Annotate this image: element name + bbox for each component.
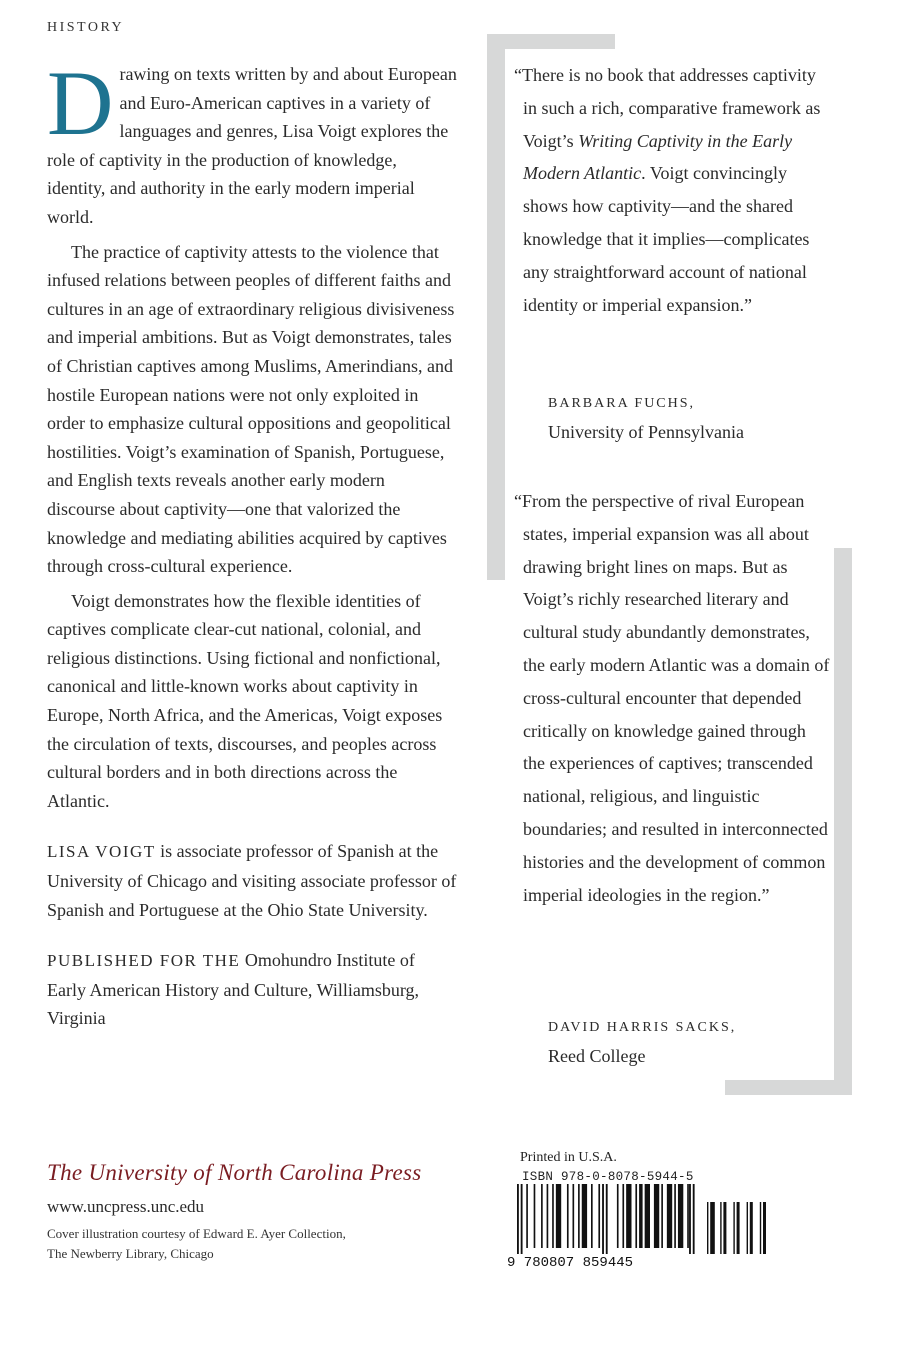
published-for: [47, 946, 457, 1033]
printed-in-label: Printed in U.S.A.: [520, 1150, 617, 1165]
barcode-bar: [645, 1184, 650, 1248]
isbn-text: ISBN 978-0-8078-5944-5: [522, 1170, 694, 1184]
isbn-barcode: [505, 1184, 790, 1270]
barcode-bar: [661, 1184, 663, 1248]
barcode-bar: [639, 1184, 643, 1248]
barcode-bar: [547, 1184, 549, 1248]
addon-bar: [710, 1202, 715, 1254]
description-paragraph-3: Voigt demonstrates how the flexible identities of captives complicate clear-cut national, colonial, and religious distinctions. Using fictional and nonfictional, canonical and little-known works about captivity in Europe, North Africa, and the Americas, Voigt exposes the circulation of texts, discourses, and peoples across cultural borders and in both directions across the Atlantic.: [47, 590, 443, 811]
addon-bar: [707, 1202, 708, 1254]
quote2-bracket-side: [834, 548, 852, 1095]
author-name: LISA VOIGT: [47, 842, 156, 862]
barcode-bar: [667, 1184, 672, 1248]
barcode-bar: [626, 1184, 631, 1248]
addon-bar: [737, 1202, 740, 1254]
barcode-bar: [526, 1184, 528, 1248]
barcode-bar: [602, 1184, 604, 1254]
cover-credit: [47, 1224, 447, 1264]
barcode-bar: [591, 1184, 593, 1248]
barcode-digits: 9 780807 859445: [507, 1255, 634, 1270]
category-label: HISTORY: [47, 20, 125, 35]
barcode-bar: [582, 1184, 587, 1248]
barcode-bar: [622, 1184, 624, 1248]
published-text: Omohundro Institute of Early American History and Culture, Williamsburg, Virginia: [47, 950, 420, 1029]
author-bio-text: is associate professor of Spanish at the University of Chicago and visiting associate professor of Spanish and Portuguese at the Ohio State University.: [47, 841, 457, 920]
description-column: [47, 52, 457, 1033]
addon-bar: [747, 1202, 748, 1254]
barcode-bar: [552, 1184, 554, 1248]
barcode-bar: [573, 1184, 575, 1248]
barcode-bar: [578, 1184, 580, 1248]
press-name: The University of North Carolina Press: [47, 1160, 422, 1185]
quote1-text: [514, 59, 828, 321]
description-paragraph-1: [47, 52, 457, 232]
quote2-text: “From the perspective of rival European states, imperial expansion was all about drawing bright lines on maps. But as Voigt’s richly researched literary and cultural study abundantly demonstrates, the early modern Atlantic was a domain of cross-cultural encounter that depended critically on knowledge gained through the experiences of captives; transcended national, religious, and linguistic boundaries; and resulted in interconnected histories and the development of common imperial ideologies in the region.”: [514, 491, 830, 905]
barcode-bar: [606, 1184, 608, 1254]
barcode-bar: [567, 1184, 569, 1248]
barcode-bar: [541, 1184, 543, 1248]
quote1-bracket-top: [487, 34, 615, 49]
quote1-text-end: . Voigt convincingly shows how captivity—and the shared knowledge that it implies—complicates any straightforward account of national identity or imperial expansion.”: [523, 163, 810, 315]
addon-bar: [733, 1202, 734, 1254]
barcode-bar: [521, 1184, 523, 1254]
cover-credit-line-2: The Newberry Library, Chicago: [47, 1246, 214, 1261]
barcode-bar: [689, 1184, 691, 1254]
quote1-attribution-institution: University of Pennsylvania: [548, 422, 744, 442]
description-paragraph-2: The practice of captivity attests to the violence that infused relations between peoples of different faiths and cultures in an age of extraordinary religious divisiveness and imperial ambitions. But as Voigt demonstrates, tales of Christian captives among Muslims, Amerindians, and hostile European nations were not only exploited in order to emphasize cultural oppositions and geopolitical hostilities. Voigt’s examination of Spanish, Portuguese, and English texts reveals another early modern discourse about captivity—one that valorized the knowledge and mediating abilities acquired by captives through cross-cultural experience.: [47, 241, 455, 577]
barcode-bar: [687, 1184, 689, 1248]
blurb-quote-2: [514, 485, 831, 911]
cover-credit-line-1: Cover illustration courtesy of Edward E. Ayer Collection,: [47, 1226, 346, 1241]
blurb-quote-1: [514, 59, 828, 321]
quote1-bracket-side: [487, 34, 505, 580]
published-lead: PUBLISHED FOR THE: [47, 951, 241, 971]
quote2-attribution-institution: Reed College: [548, 1046, 646, 1066]
barcode-bar: [598, 1184, 600, 1248]
barcode-bar: [674, 1184, 676, 1248]
addon-bar: [723, 1202, 726, 1254]
addon-bar: [720, 1202, 721, 1254]
barcode-bar: [534, 1184, 536, 1248]
drop-cap: D: [47, 52, 114, 154]
barcode-bar: [654, 1184, 659, 1248]
quote2-attribution-name: DAVID HARRIS SACKS,: [548, 1020, 737, 1035]
quote1-text-start: “There is no book that addresses captivity in such a rich, comparative framework as Voigt’s: [514, 65, 821, 151]
barcode-bar: [517, 1184, 519, 1254]
quote2-bracket-bottom: [725, 1080, 852, 1095]
paragraph-1-text: rawing on texts written by and about European and Euro-American captives in a variety of languages and genres, Lisa Voigt explores the role of captivity in the production of knowledge, identity, and authority in the early modern imperial world.: [47, 64, 457, 227]
addon-bar: [760, 1202, 761, 1254]
barcode-bar: [693, 1184, 695, 1254]
press-url: www.uncpress.unc.edu: [47, 1197, 205, 1216]
author-bio: [47, 837, 457, 924]
barcode-bar: [556, 1184, 561, 1248]
barcode-bar: [617, 1184, 619, 1248]
addon-bar: [750, 1202, 753, 1254]
quote1-attribution-name: BARBARA FUCHS,: [548, 396, 696, 411]
quote1-book-title: Writing Captivity in the Early Modern Atlantic: [523, 130, 793, 184]
addon-bar: [763, 1202, 766, 1254]
barcode-bar: [678, 1184, 683, 1248]
barcode-bar: [635, 1184, 637, 1248]
